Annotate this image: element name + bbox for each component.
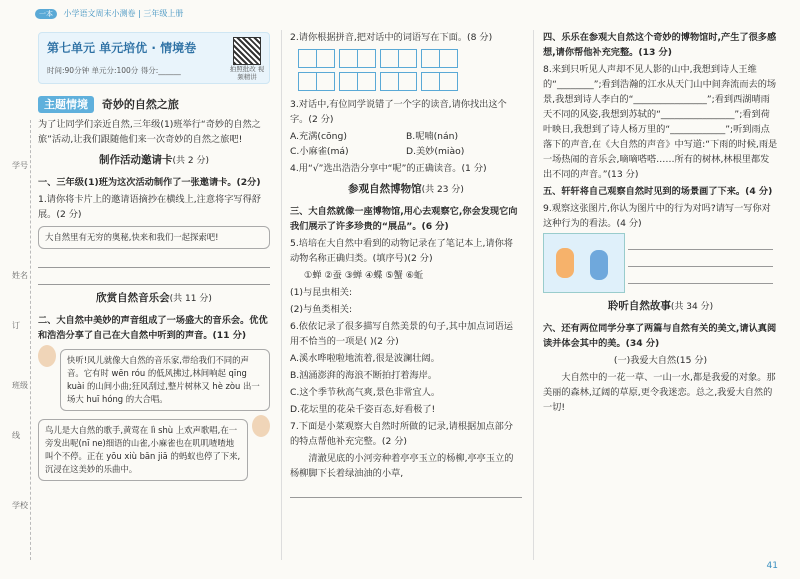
- unit-header-box: [38, 32, 270, 84]
- left-column: [38, 28, 270, 485]
- section-heading: [38, 291, 270, 307]
- label-banji: 班级: [12, 381, 28, 390]
- record-text: 清澈见底的小河旁种着亭亭玉立的杨柳,亭亭玉立的杨柳脚下长着绿油油的小草,: [290, 453, 514, 479]
- unit-defen: 得分:______: [140, 66, 181, 75]
- column-divider: [281, 30, 282, 560]
- question-title: 四、乐乐在参观大自然这个奇妙的博物馆时,产生了很多感想,请你帮他补充完整。(13 分): [543, 32, 777, 58]
- question-title: 六、还有两位同学分享了两篇与自然有关的美文,请认真阅读并体会其中的美。(34 分): [543, 323, 777, 349]
- unit-meta: [47, 63, 181, 78]
- pinyin-grid: [298, 72, 522, 91]
- label-xuehao: 学号: [12, 161, 28, 170]
- column-divider: [533, 30, 534, 560]
- answer-line[interactable]: [38, 270, 270, 285]
- middle-column: [290, 28, 522, 500]
- bubble-text: 鸟儿是大自然的歌手,黄莺在 lì shù 上欢声歌唱,在一旁发出呢(nī ne)细语的山雀,小麻雀也在叽叽喳喳地叫个不停。正在 yōu xiù bān jiā 的蚂蚁也停了下来,沉浸在这美妙的乐曲中。: [45, 425, 241, 474]
- binding-line: [30, 120, 31, 560]
- dialog-row: [38, 415, 270, 485]
- question-title: 三、大自然就像一座博物馆,用心去观察它,你会发现它向我们展示了许多珍贵的“展品”。(6 分): [290, 206, 518, 232]
- question-title: 一、三年级(1)班为这次活动制作了一张邀请卡。(2分): [38, 177, 261, 188]
- question-text: 2.请你根据拼音,把对话中的词语写在下面。(8 分): [290, 32, 493, 43]
- card-text: 大自然里有无穷的奥秘,快来和我们一起探索吧!: [45, 232, 219, 242]
- char-box[interactable]: [421, 49, 458, 68]
- page-number: 41: [766, 561, 778, 571]
- char-box[interactable]: [380, 72, 417, 91]
- question-title: 五、轩轩将自己观察自然时见到的场景画了下来。(4 分): [543, 186, 773, 197]
- qr-code-icon[interactable]: [233, 37, 261, 65]
- section-points: (共 34 分): [670, 302, 714, 312]
- option[interactable]: B.呢喃(nán): [406, 131, 459, 142]
- option[interactable]: B.汹涌澎湃的海浪不断拍打着海岸。: [290, 370, 438, 381]
- child-figure-icon: [556, 248, 574, 278]
- answer-line[interactable]: [628, 252, 773, 267]
- question-text: 1.请你将卡片上的邀请语摘抄在横线上,注意将字写得舒展。(2 分): [38, 194, 261, 220]
- unit-score: 单元分:100分: [91, 66, 139, 75]
- label-xuexiao: 学校: [12, 501, 28, 510]
- section-points: (共 2 分): [172, 156, 209, 166]
- section-heading: [290, 182, 522, 198]
- section-title: 参观自然博物馆: [348, 183, 422, 195]
- child-figure-icon: [590, 250, 608, 280]
- picture-row: [543, 233, 778, 293]
- theme-tag: 主题情境: [38, 96, 94, 113]
- label-xian: 线: [12, 431, 20, 440]
- char-box[interactable]: [339, 49, 376, 68]
- animal-options: ①蝉 ②蚕 ③蝉 ④蝶 ⑤蟹 ⑥蚯: [304, 270, 424, 281]
- invitation-card: [38, 226, 270, 249]
- question-text: 9.观察这张图片,你认为图片中的行为对吗?请写一写你对这种行为的看法。(4 分): [543, 203, 771, 229]
- char-box[interactable]: [380, 49, 417, 68]
- answer-line[interactable]: [290, 483, 522, 498]
- option[interactable]: C.这个季节秋高气爽,景色非常宜人。: [290, 387, 441, 398]
- option[interactable]: C.小麻雀(má): [290, 146, 349, 157]
- question-title: 二、大自然中美妙的声音组成了一场盛大的音乐会。优优和浩浩分享了自己在大自然中听到的声音。(11 分): [38, 315, 268, 341]
- char-box[interactable]: [298, 49, 335, 68]
- speech-bubble: [38, 419, 248, 481]
- theme-heading: [38, 96, 270, 113]
- student-avatar-icon: [252, 415, 270, 437]
- option[interactable]: A.充满(cōng): [290, 131, 347, 142]
- answer-line[interactable]: [38, 253, 270, 268]
- question-text: 6.依依记录了很多描写自然美景的句子,其中加点词语运用不恰当的一项是( )(2 分): [290, 321, 513, 347]
- pinyin-grid: [298, 49, 522, 68]
- question-text: 7.下面是小菜观察大自然时所做的记录,请根据加点部分的特点帮他补充完整。(2 分): [290, 421, 513, 447]
- unit-title: 第七单元 单元培优 · 情境卷: [47, 41, 197, 55]
- char-box[interactable]: [298, 72, 335, 91]
- option[interactable]: D.花坛里的花朵千姿百态,好看极了!: [290, 404, 436, 415]
- question-text: 3.对话中,有位同学说错了一个字的读音,请你找出这个字。(2 分): [290, 99, 507, 125]
- section-heading: [543, 299, 778, 315]
- dialog-row: [38, 345, 270, 415]
- binding-margin: [6, 120, 32, 560]
- speech-bubble: [60, 349, 270, 411]
- theme-title: 奇妙的自然之旅: [101, 98, 179, 111]
- unit-time: 时间:90分钟: [47, 66, 90, 75]
- kids-illustration: [543, 233, 625, 293]
- section-points: (共 23 分): [421, 185, 464, 195]
- char-box[interactable]: [421, 72, 458, 91]
- option[interactable]: A.溪水哗啦啦地流着,很是波澜壮阔。: [290, 353, 440, 364]
- label-xingming: 姓名: [12, 271, 28, 280]
- bubble-text: 快听!风儿就像大自然的音乐家,带给我们不同的声音。它有时 wēn róu 的低风拂过,林间响起 qīng kuài 的山间小曲;狂风刮过,整片树林又 hè zòu 出一场大 huī hóng 的大合唱。: [67, 355, 260, 404]
- right-column: [543, 28, 778, 417]
- answer-line[interactable]: [628, 269, 773, 284]
- question-text: 8.来到只听见人声却不见人影的山中,我想到诗人王维的“________”;看到浩瀚的江水从天门山中间奔流而去的场景,我想到诗人李白的“________________”;看到西湖晴雨天不同的风姿,我想到苏轼的“________________”;看到荷叶映日,我想到了诗人杨万里的“____________”;听到雨点落下的声音,在《大自然的声音》中写道:“下雨的时候,雨是一场热闹的音乐会,嘀嘀嗒嗒……所有的树林,林根里都发出不同的声音。”(13 分): [543, 64, 778, 180]
- classify-a: (1)与昆虫相关:: [290, 287, 353, 298]
- question-text: 4.用“√”选出浩浩分享中“呢”的正确读音。(1 分): [290, 163, 487, 174]
- section-points: (共 11 分): [169, 294, 212, 304]
- options-list: [290, 129, 522, 159]
- label-ding: 订: [12, 321, 20, 330]
- char-box[interactable]: [339, 72, 376, 91]
- option[interactable]: D.美妙(miào): [406, 146, 465, 157]
- answer-line[interactable]: [628, 235, 773, 250]
- section-title: 欣赏自然音乐会: [96, 292, 170, 304]
- section-title: 聆听自然故事: [607, 300, 671, 312]
- qr-caption: 拍照批改 视频精讲: [229, 65, 265, 81]
- answer-lines: [628, 233, 773, 286]
- classify-b: (2)与鱼类相关:: [290, 304, 353, 315]
- header-title: 小学语文周末小测卷 | 三年级上册: [63, 9, 184, 18]
- section-title: 制作活动邀请卡: [99, 154, 173, 166]
- section-heading: [38, 153, 270, 169]
- article-title: (一)我爱大自然(15 分): [613, 355, 708, 366]
- student-avatar-icon: [38, 345, 56, 367]
- brand-logo: 一本: [35, 9, 57, 19]
- article-text: 大自然中的一花一草、一山一水,都是我爱的对象。那美丽的森林,辽阔的草原,更令我迷恋。总之,我爱大自然的一切!: [543, 372, 776, 413]
- header-bar: [35, 8, 183, 19]
- question-text: 5.培培在大自然中看到的动物记录在了笔记本上,请你将动物名称正确归类。(填序号)(2 分): [290, 238, 513, 264]
- intro-text: 为了让同学们亲近自然,三年级(1)班举行“奇妙的自然之旅”活动,让我们跟随他们来一次奇妙的自然之旅吧!: [38, 119, 261, 145]
